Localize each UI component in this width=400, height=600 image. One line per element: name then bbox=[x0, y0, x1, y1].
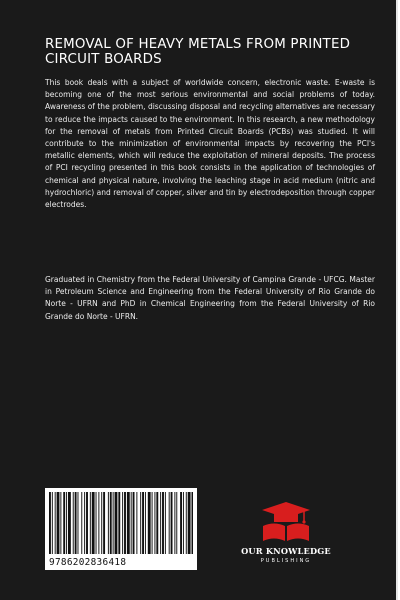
barcode-bar bbox=[145, 492, 146, 554]
barcode-bar bbox=[169, 492, 170, 554]
barcode-bars bbox=[45, 488, 197, 558]
barcode-bar bbox=[186, 492, 187, 554]
barcode-bar bbox=[60, 492, 61, 554]
barcode-bar bbox=[156, 492, 158, 554]
barcode-bar bbox=[49, 492, 51, 554]
barcode-bar bbox=[101, 492, 102, 554]
barcode-bar bbox=[142, 492, 144, 554]
publisher-name: OUR KNOWLEDGE bbox=[241, 546, 331, 556]
barcode-bar bbox=[148, 492, 151, 554]
graduation-cap-book-icon bbox=[260, 500, 312, 544]
isbn-number: 9786202836418 bbox=[49, 557, 127, 568]
publisher-tagline: PUBLISHING bbox=[260, 558, 312, 564]
barcode-bar bbox=[124, 492, 126, 554]
barcode-bar bbox=[57, 492, 60, 554]
barcode-bar bbox=[127, 492, 130, 554]
barcode-bar bbox=[90, 492, 91, 554]
barcode-bar bbox=[110, 492, 112, 554]
barcode-bar bbox=[171, 492, 173, 554]
barcode-bar bbox=[113, 492, 114, 554]
barcode-bar bbox=[108, 492, 109, 554]
author-biography: Graduated in Chemistry from the Federal University of Campina Grande - UFCG. Master in Petroleum Science and Engineering from the Federal University of Rio Grande do Norte - UFRN and PhD in Chemical Engineering from the Federal University of Rio Grande do Norte - UFRN. bbox=[45, 275, 375, 321]
barcode-bar bbox=[131, 492, 132, 554]
barcode-bar bbox=[160, 492, 161, 554]
barcode-bar bbox=[55, 492, 56, 554]
barcode-bar bbox=[73, 492, 74, 554]
barcode-bar bbox=[122, 492, 123, 554]
book-title: REMOVAL OF HEAVY METALS FROM PRINTED CIRCUIT BOARDS bbox=[45, 37, 351, 67]
barcode-bar bbox=[52, 492, 53, 554]
barcode-bar bbox=[96, 492, 97, 554]
barcode-bar bbox=[162, 492, 164, 554]
barcode-bar bbox=[176, 492, 177, 554]
barcode-bar bbox=[75, 492, 77, 554]
barcode-bar bbox=[66, 492, 67, 554]
barcode-bar bbox=[180, 492, 182, 554]
barcode-bar bbox=[118, 492, 120, 554]
barcode-bar bbox=[115, 492, 118, 554]
barcode-bar bbox=[154, 492, 155, 554]
barcode-bar bbox=[81, 492, 82, 554]
barcode-bar bbox=[140, 492, 141, 554]
publisher-logo bbox=[232, 498, 340, 570]
barcode-bar bbox=[98, 492, 99, 554]
barcode-bar bbox=[192, 492, 194, 554]
barcode-bar bbox=[136, 492, 137, 554]
book-description: This book deals with a subject of worldwide concern, electronic waste. E-waste is becoming one of the most serious environmental and social problems of today. Awareness of the problem, discussing disposal and recycling alternatives are necessary to reduce the impacts caused to the environment. In this research, a new methodology for the removal of metals from Printed Circuit Boards (PCBs) was studied. It will contribute to the minimization of environmental impacts by recovering the PCI's metallic elements, which will reduce the exploitation of mineral deposits. The process of PCI recycling presented in this book consists in the application of technologies of chemical and physical nature, involving the leaching stage in acid medium (nitric and hydrochloric) and removal of copper, silver and tin by electrodeposition through copper electrodes. bbox=[45, 78, 375, 210]
barcode-bar bbox=[133, 492, 135, 554]
barcode-bar bbox=[174, 492, 175, 554]
isbn-barcode bbox=[45, 488, 197, 570]
barcode-bar bbox=[86, 492, 88, 554]
barcode-bar bbox=[165, 492, 166, 554]
barcode-bar bbox=[78, 492, 79, 554]
barcode-bar bbox=[63, 492, 65, 554]
barcode-bar bbox=[183, 492, 184, 554]
barcode-bar bbox=[152, 492, 153, 554]
barcode-bar bbox=[92, 492, 95, 554]
barcode-bar bbox=[188, 492, 191, 554]
barcode-bar bbox=[68, 492, 71, 554]
barcode-bar bbox=[103, 492, 105, 554]
barcode-bar bbox=[84, 492, 85, 554]
